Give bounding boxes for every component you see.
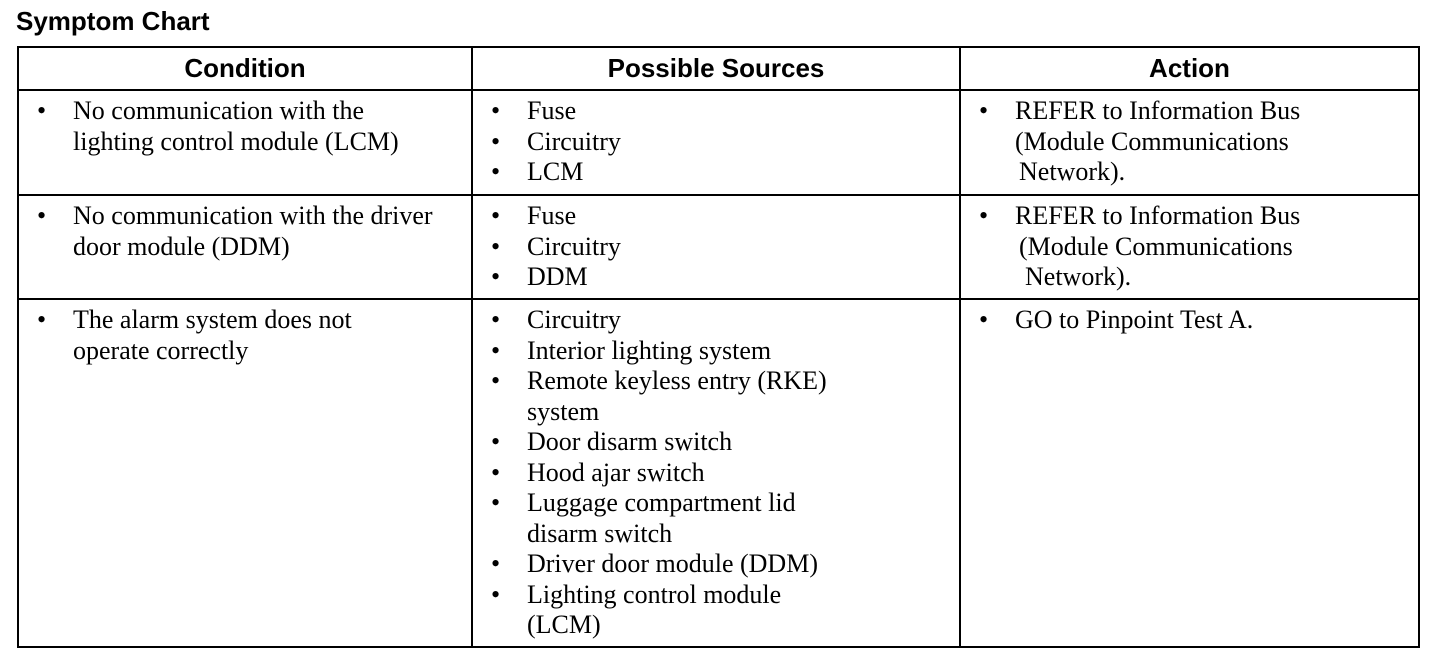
source-text: Fuse xyxy=(527,201,577,230)
table-row xyxy=(18,90,1419,195)
bullet-icon: • xyxy=(37,201,47,230)
action-cell xyxy=(960,90,1419,195)
bullet-icon: • xyxy=(491,366,501,395)
list-item xyxy=(473,580,847,641)
action-text-line: GO to Pinpoint Test A. xyxy=(1015,305,1254,334)
source-text: Interior lighting system xyxy=(527,335,772,365)
source-text: Circuitry xyxy=(527,231,621,261)
action-text-line: Network). xyxy=(1025,262,1132,291)
list-item xyxy=(961,305,1418,336)
action-cell xyxy=(960,299,1419,647)
source-text: Lighting control module (LCM) xyxy=(527,579,782,639)
condition-text: No communication with the lighting control module (LCM) xyxy=(73,96,399,156)
condition-cell xyxy=(18,90,472,195)
sources-cell xyxy=(472,90,960,195)
list-item xyxy=(473,232,959,263)
list-item xyxy=(473,427,959,458)
list-item xyxy=(473,305,959,336)
bullet-icon: • xyxy=(491,335,501,365)
column-header-possible-sources: Possible Sources xyxy=(472,47,960,90)
action-text-line: Network). xyxy=(1019,157,1126,186)
bullet-icon: • xyxy=(491,305,501,334)
list-item xyxy=(19,96,427,157)
action-text-line: REFER to Information Bus xyxy=(1015,96,1301,125)
column-header-action: Action xyxy=(960,47,1419,90)
list-item xyxy=(19,201,433,262)
bullet-icon: • xyxy=(979,201,989,230)
action-text-line: (Module Communications xyxy=(1019,231,1293,261)
list-item xyxy=(473,157,959,188)
list-item xyxy=(961,96,1418,188)
bullet-icon: • xyxy=(979,96,989,125)
condition-text: No communication with the driver door module (DDM) xyxy=(73,201,433,261)
table-row xyxy=(18,195,1419,299)
source-text: Door disarm switch xyxy=(527,427,733,456)
bullet-icon: • xyxy=(37,305,47,334)
bullet-icon: • xyxy=(491,549,501,578)
sources-cell xyxy=(472,195,960,299)
list-item xyxy=(473,127,959,158)
list-item xyxy=(473,488,862,549)
source-text: Fuse xyxy=(527,96,577,125)
source-text: Remote keyless entry (RKE) system xyxy=(527,366,827,426)
page-title: Symptom Chart xyxy=(16,6,210,36)
bullet-icon: • xyxy=(491,488,501,517)
condition-cell xyxy=(18,299,472,647)
bullet-icon: • xyxy=(491,96,501,125)
source-text: Hood ajar switch xyxy=(527,457,705,487)
bullet-icon: • xyxy=(37,96,47,125)
action-text-line: (Module Communications xyxy=(1015,126,1289,156)
bullet-icon: • xyxy=(491,201,501,230)
list-item xyxy=(473,549,959,580)
header-row xyxy=(18,47,1419,90)
list-item xyxy=(961,201,1418,293)
sources-cell xyxy=(472,299,960,647)
list-item xyxy=(473,201,959,232)
bullet-icon: • xyxy=(491,231,501,261)
bullet-icon: • xyxy=(491,427,501,456)
list-item xyxy=(473,366,872,427)
source-text: LCM xyxy=(527,157,584,186)
list-item xyxy=(473,262,959,293)
bullet-icon: • xyxy=(979,305,989,334)
list-item xyxy=(19,305,423,366)
action-text-line: REFER to Information Bus xyxy=(1015,201,1301,230)
source-text: Circuitry xyxy=(527,305,621,334)
list-item xyxy=(473,96,959,127)
source-text: Driver door module (DDM) xyxy=(527,549,818,578)
condition-cell xyxy=(18,195,472,299)
list-item xyxy=(473,458,959,489)
source-text: Circuitry xyxy=(527,126,621,156)
bullet-icon: • xyxy=(491,579,501,609)
bullet-icon: • xyxy=(491,126,501,156)
column-header-condition: Condition xyxy=(18,47,472,90)
source-text: DDM xyxy=(527,262,588,291)
action-cell xyxy=(960,195,1419,299)
bullet-icon: • xyxy=(491,457,501,487)
symptom-chart-table xyxy=(17,46,1420,648)
list-item xyxy=(473,336,959,367)
bullet-icon: • xyxy=(491,157,501,186)
bullet-icon: • xyxy=(491,262,501,291)
table-row xyxy=(18,299,1419,647)
source-text: Luggage compartment lid disarm switch xyxy=(527,488,796,548)
condition-text: The alarm system does not operate correctly xyxy=(73,305,352,365)
